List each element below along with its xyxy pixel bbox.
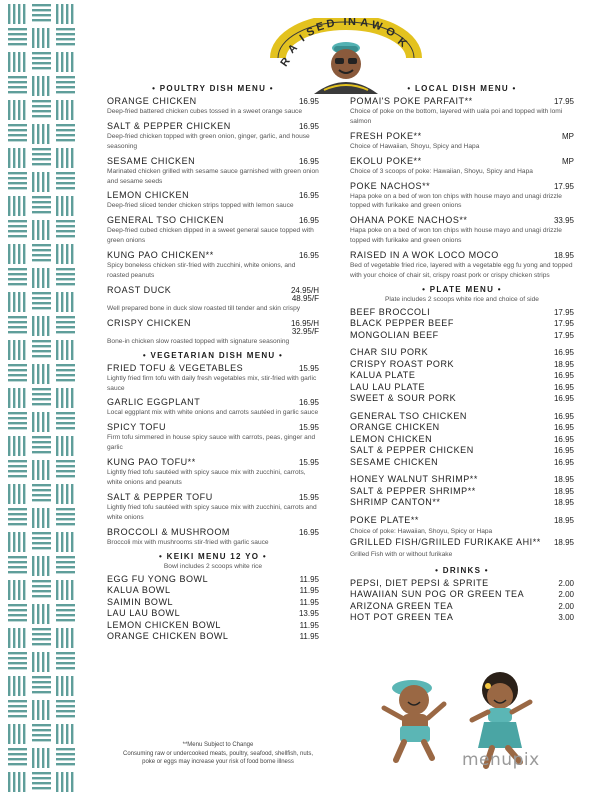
menu-item-price: MP: [562, 156, 574, 166]
menu-section-plate-menu: [350, 285, 574, 560]
menu-item-name: ROAST DUCK: [107, 284, 172, 295]
menu-item-description: Lightly fried firm tofu with daily fresh vegetables mix, stir-fried with garlic sauce: [107, 374, 317, 392]
menu-item: [350, 156, 574, 177]
menu-item-description: Firm tofu simmered in house spicy sauce with carrots, peas, ginger and garlic: [107, 434, 316, 452]
menu-item-group: [350, 578, 574, 624]
menu-item-name: LEMON CHICKEN: [350, 433, 433, 444]
menu-item-name: SESAME CHICKEN: [107, 155, 196, 166]
menu-item-price: 16.95: [553, 348, 574, 358]
menu-item: [107, 457, 319, 488]
menu-item-header: [107, 492, 319, 502]
menu-item-name: SWEET & SOUR PORK: [350, 393, 457, 404]
svg-text:D: D: [325, 18, 336, 31]
menu-item-description: Choice of Hawaiian, Shoyu, Spicy and Hapa: [350, 142, 480, 150]
menu-item-price: 18.95: [553, 475, 574, 485]
menu-item-name: SAIMIN BOWL: [107, 596, 174, 607]
menu-item-name: FRIED TOFU & VEGETABLES: [107, 362, 244, 373]
menu-item-name: ORANGE CHICKEN: [107, 96, 197, 106]
menu-section-local-dish-menu: [350, 84, 574, 281]
menu-item-price: 16.95: [298, 216, 319, 226]
menu-item-price: 17.95: [553, 97, 574, 106]
menu-list-item: [350, 445, 574, 457]
menu-item-name: ORANGE CHICKEN BOWL: [107, 631, 229, 642]
menu-list-item: [350, 422, 574, 434]
menu-item-name: BEEF BROCCOLI: [350, 306, 431, 317]
menu-list-item: [107, 597, 319, 609]
menu-item-name: LEMON CHICKEN BOWL: [107, 619, 221, 630]
menu-change-note: **Menu Subject to Change: [182, 742, 254, 748]
menu-item: [107, 215, 319, 246]
menu-item: [107, 318, 319, 347]
svg-text:E: E: [314, 20, 326, 34]
menu-item-price: 16.95: [298, 97, 319, 106]
menu-item-price: 11.95: [299, 597, 319, 607]
menu-item-header: [107, 363, 319, 373]
menu-section-keiki-menu-12-yo: [107, 552, 319, 643]
menu-item-header: [350, 215, 574, 225]
menu-item-price: 18.95: [553, 538, 574, 548]
menu-item-name: BLACK PEPPER BEEF: [350, 318, 454, 329]
menu-item: [107, 527, 319, 548]
menu-item-price: 2.00: [558, 601, 574, 611]
menu-item-name: ARIZONA GREEN TEA: [350, 600, 454, 611]
menu-item-price: 11.95: [299, 632, 319, 642]
section-subtitle: Bowl includes 2 scoops white rice: [163, 562, 263, 570]
menu-item-group: [107, 574, 319, 643]
menu-item-name: HONEY WALNUT SHRIMP**: [350, 474, 478, 485]
footer-disclaimer: [118, 741, 318, 767]
menu-item-name: LAU LAU PLATE: [350, 381, 426, 392]
menu-list-item: [107, 620, 319, 632]
menu-list-item: [350, 474, 574, 486]
svg-text:A: A: [285, 41, 300, 56]
menu-item-price: 15.95: [298, 363, 319, 373]
menu-item: [350, 215, 574, 246]
menu-item-price: 16.95: [553, 446, 574, 456]
menu-item-header: [107, 250, 319, 260]
menu-list-item: [107, 631, 319, 643]
menu-item-name: KUNG PAO TOFU**: [107, 457, 196, 468]
menu-item-header: [350, 96, 574, 106]
menu-item-name: GENERAL TSO CHICKEN: [350, 410, 467, 421]
menu-item-price: 18.95: [553, 359, 574, 369]
menu-section-poultry-dish-menu: [107, 84, 319, 347]
menu-list-item: [350, 393, 574, 405]
menu-item-price: 11.95: [299, 620, 319, 630]
menu-item-price: 16.95: [298, 191, 319, 201]
menu-item-description: Lightly fried tofu sautéed with spicy sauce mix with zucchini, carrots and white onions: [107, 503, 317, 521]
menu-item-name: CHAR SIU PORK: [350, 347, 429, 358]
menu-item-price: 16.95: [298, 398, 319, 408]
menu-item: [107, 250, 319, 281]
menu-item-price: 18.95: [553, 251, 574, 261]
menu-list-item: [350, 601, 574, 613]
menu-list-item: [350, 486, 574, 498]
svg-text:K: K: [395, 35, 409, 50]
menu-item-price: 16.95: [298, 156, 319, 166]
menu-item-description: Deep-fried chicken topped with green onion, ginger, garlic, and house seasoning: [107, 132, 310, 150]
menu-item-header: [107, 156, 319, 166]
menu-item-group: [350, 515, 574, 560]
menu-item-group: [350, 474, 574, 509]
menu-item: [107, 492, 319, 523]
svg-text:W: W: [370, 18, 384, 34]
menu-item-name: KALUA BOWL: [107, 585, 171, 596]
svg-text:R: R: [278, 55, 293, 69]
menu-item-price: 24.95/H: [290, 285, 319, 295]
menu-list-item: [107, 608, 319, 620]
section-title: • POULTRY DISH MENU •: [152, 84, 274, 93]
menu-item-name: CRISPY ROAST PORK: [350, 358, 455, 369]
menu-item-header: [107, 457, 319, 467]
menu-item-header: [107, 215, 319, 225]
menu-item: [350, 96, 574, 127]
menu-item-price: 16.95: [553, 457, 574, 467]
menu-item-name: SHRIMP CANTON**: [350, 497, 441, 508]
menu-item-name: KALUA PLATE: [350, 370, 416, 381]
section-title: • DRINKS •: [435, 565, 489, 575]
menu-item-name: GENERAL TSO CHICKEN: [107, 215, 224, 226]
menu-item-name: KUNG PAO CHICKEN**: [107, 250, 214, 261]
menu-item-name: RAISED IN A WOK LOCO MOCO: [350, 250, 499, 261]
menu-item-name: EKOLU POKE**: [350, 155, 422, 166]
menu-item-name: SPICY TOFU: [107, 422, 167, 433]
section-subtitle: Plate includes 2 scoops white rice and choice of side: [385, 295, 539, 303]
menu-item: [107, 363, 319, 394]
menu-item-price: 33.95: [553, 216, 574, 226]
menu-list-item: [107, 585, 319, 597]
menu-list-item: [350, 359, 574, 371]
menu-item-group: [350, 347, 574, 405]
menu-item-description: Local eggplant mix with white onions and carrots sautéed in garlic sauce: [107, 409, 319, 417]
menu-list-item: [107, 574, 319, 586]
menu-item-price: 11.95: [299, 586, 319, 596]
menu-item-description: Hapa poke on a bed of won ton chips with house mayo and unagi drizzle topped with furikake and green onions: [350, 192, 562, 210]
menu-item-header: [107, 96, 319, 106]
menu-item-name: POMAI'S POKE PARFAIT**: [350, 96, 473, 106]
menu-item: [107, 422, 319, 453]
watermark: menupix: [462, 750, 540, 770]
menu-item: [350, 131, 574, 152]
menu-item-description: Choice of 3 scoops of poke: Hawaiian, Shoyu, Spicy and Hapa: [350, 167, 533, 175]
right-menu-column: [350, 82, 574, 630]
menu-item-price: 17.95: [553, 319, 574, 329]
menu-item-name: EGG FU YONG BOWL: [107, 573, 209, 584]
menu-item-description: Grilled Fish with or without furikake: [350, 550, 453, 558]
menu-item-description: Bed of vegetable fried rice, layered with a vegetable egg fu yong and topped with your choice of chair sit, crispy roast pork or crispy chicken strips: [350, 262, 573, 280]
menu-item-name: PEPSI, DIET PEPSI & SPRITE: [350, 577, 489, 588]
left-menu-column: [107, 82, 319, 649]
menu-item-price: 16.95: [553, 423, 574, 433]
menu-list-item: [350, 537, 574, 549]
menu-item: [107, 397, 319, 418]
menu-item-name: POKE PLATE**: [350, 514, 419, 525]
menu-item-name: LEMON CHICKEN: [107, 190, 190, 201]
section-title: • LOCAL DISH MENU •: [407, 84, 517, 93]
menu-item-price: 16.95: [553, 411, 574, 421]
menu-list-item: [350, 497, 574, 509]
menu-item-price-full: 48.95/F: [291, 293, 319, 303]
menu-list-item: [350, 515, 574, 527]
menu-list-item: [350, 330, 574, 342]
menu-item-description: Well prepared bone in duck slow roasted till tender and skin crispy: [107, 304, 301, 312]
menu-item: [107, 96, 319, 117]
menu-item: [107, 121, 319, 152]
menu-item-header: [107, 422, 319, 432]
menu-item-price: 16.95: [298, 527, 319, 537]
menu-item-header: [350, 156, 574, 166]
menu-item: [107, 285, 319, 314]
menu-item-header: [107, 190, 319, 200]
menu-item-description: Deep-fried battered chicken cubes tossed in a sweet orange sauce: [107, 108, 302, 115]
menu-item-price: 13.95: [298, 609, 319, 619]
menu-item-price: 16.95: [553, 434, 574, 444]
svg-text:S: S: [304, 25, 317, 40]
menu-item: [107, 190, 319, 211]
menu-item-name: HOT POT GREEN TEA: [350, 612, 454, 623]
menu-item-name: ORANGE CHICKEN: [350, 422, 440, 433]
menu-item-price: 15.95: [298, 458, 319, 468]
menu-item-price: MP: [562, 131, 574, 141]
menu-list-item: [350, 589, 574, 601]
menu-item: [107, 156, 319, 187]
menu-item-price: 18.95: [553, 515, 574, 525]
menu-item-description: Marinated chicken grilled with sesame sauce garnished with green onion and sesame seeds: [107, 167, 319, 185]
menu-list-item: [350, 307, 574, 319]
menu-item-name: GRILLED FISH/GRIILED FURIKAKE AHI**: [350, 537, 541, 548]
section-title: • VEGETARIAN DISH MENU •: [142, 350, 284, 360]
menu-list-item: [350, 578, 574, 590]
svg-text:O: O: [383, 25, 397, 40]
menu-item-description: Hapa poke on a bed of won ton chips with house mayo and unagi drizzle topped with furikake and green onions: [350, 227, 562, 245]
menu-item-price: 16.95: [553, 382, 574, 392]
food-safety-warning: Consuming raw or undercooked meats, poultry, seafood, shellfish, nuts, poke or eggs may increase your risk of food borne illness: [123, 750, 313, 766]
menu-item-price: 16.95: [553, 371, 574, 381]
menu-item-price: 18.95: [553, 498, 574, 508]
menu-section-vegetarian-dish-menu: [107, 351, 319, 548]
menu-item-price: 2.00: [558, 578, 574, 588]
menu-item-description: Deep-fried sliced tender chicken strips topped with lemon sauce: [107, 202, 294, 210]
menu-item-price: 17.95: [553, 181, 574, 191]
svg-text:N: N: [348, 18, 356, 28]
menu-list-item: [350, 612, 574, 624]
menu-list-item: [350, 411, 574, 423]
menu-item-header: [350, 181, 574, 191]
menu-item-name: POKE NACHOS**: [350, 180, 431, 191]
svg-text:A: A: [359, 18, 370, 30]
menu-item-price: 15.95: [298, 423, 319, 433]
decorative-stripe-pattern: [0, 0, 82, 792]
menu-item-name: LAU LAU BOWL: [107, 608, 181, 619]
menu-item-price: 11.95: [299, 574, 319, 584]
menu-list-item: [350, 457, 574, 469]
menu-item-name: GARLIC EGGPLANT: [107, 397, 201, 408]
menu-item-name: SALT & PEPPER CHICKEN: [350, 445, 474, 456]
svg-text:I: I: [343, 18, 347, 28]
menu-item-header: [107, 397, 319, 407]
menu-item-price: 16.95: [298, 251, 319, 261]
menu-item-description: Deep-fried cubed chicken dipped in a sweet general sauce topped with green onions: [107, 227, 314, 245]
menu-item-price: 3.00: [558, 613, 574, 623]
menu-item-description: Choice of poke on the bottom, layered with uala poi and topped with lomi salmon: [350, 108, 563, 125]
menu-item-price: 16.95: [298, 121, 319, 131]
menu-item-price: 15.95: [298, 492, 319, 502]
menu-item-group: [350, 411, 574, 469]
menu-item-name: SALT & PEPPER CHICKEN: [107, 120, 231, 131]
menu-item-price: 2.00: [558, 590, 574, 600]
menu-list-item: [350, 318, 574, 330]
menu-list-item: [350, 370, 574, 382]
menu-list-item: [350, 347, 574, 359]
menu-item-price-full: 32.95/F: [291, 326, 319, 336]
menu-item-name: OHANA POKE NACHOS**: [350, 215, 468, 226]
menu-item-description: Choice of poke: Hawaiian, Shoyu, Spicy or Hapa: [350, 528, 493, 536]
menu-item-group: [350, 307, 574, 342]
menu-section-drinks: [350, 566, 574, 624]
menu-item-name: SESAME CHICKEN: [350, 456, 439, 467]
menu-item-description: Lightly fried tofu sautéed with spicy sauce mix with zucchini, carrots, white onions and peanuts: [107, 469, 306, 487]
menu-list-item: [350, 382, 574, 394]
menu-item-name: HAWAIIAN SUN POG OR GREEN TEA: [350, 589, 525, 600]
menu-item-name: FRESH POKE**: [350, 130, 422, 141]
menu-item: [350, 250, 574, 281]
menu-item-price: 18.95: [553, 486, 574, 496]
menu-item-description: Bone-in chicken slow roasted topped with signature seasoning: [107, 337, 290, 345]
menu-item-description: Spicy boneless chicken stir-fried with zucchini, white onions, and roasted peanuts: [107, 262, 296, 280]
menu-item-price: 16.95: [553, 394, 574, 404]
menu-item-header: [350, 250, 574, 260]
menu-item-description: Broccoli mix with mushrooms stir-fried with garlic sauce: [107, 538, 269, 546]
menu-item-header: [107, 121, 319, 131]
menu-item-name: SALT & PEPPER SHRIMP**: [350, 485, 476, 496]
menu-item-name: MONGOLIAN BEEF: [350, 329, 439, 340]
section-title: • KEIKI MENU 12 YO •: [159, 551, 267, 561]
menu-item-name: CRISPY CHICKEN: [107, 317, 192, 328]
menu-item-price: 17.95: [553, 330, 574, 340]
menu-item-price: 17.95: [553, 307, 574, 317]
menu-item-name: SALT & PEPPER TOFU: [107, 491, 213, 502]
section-title: • PLATE MENU •: [422, 284, 502, 294]
menu-list-item: [350, 434, 574, 446]
menu-item-header: [350, 131, 574, 141]
menu-item: [350, 181, 574, 212]
menu-item-name: BROCCOLI & MUSHROOM: [107, 526, 230, 537]
menu-item-header: [107, 527, 319, 537]
menu-item-price: 16.95/H: [290, 318, 319, 328]
svg-text:I: I: [297, 32, 307, 45]
